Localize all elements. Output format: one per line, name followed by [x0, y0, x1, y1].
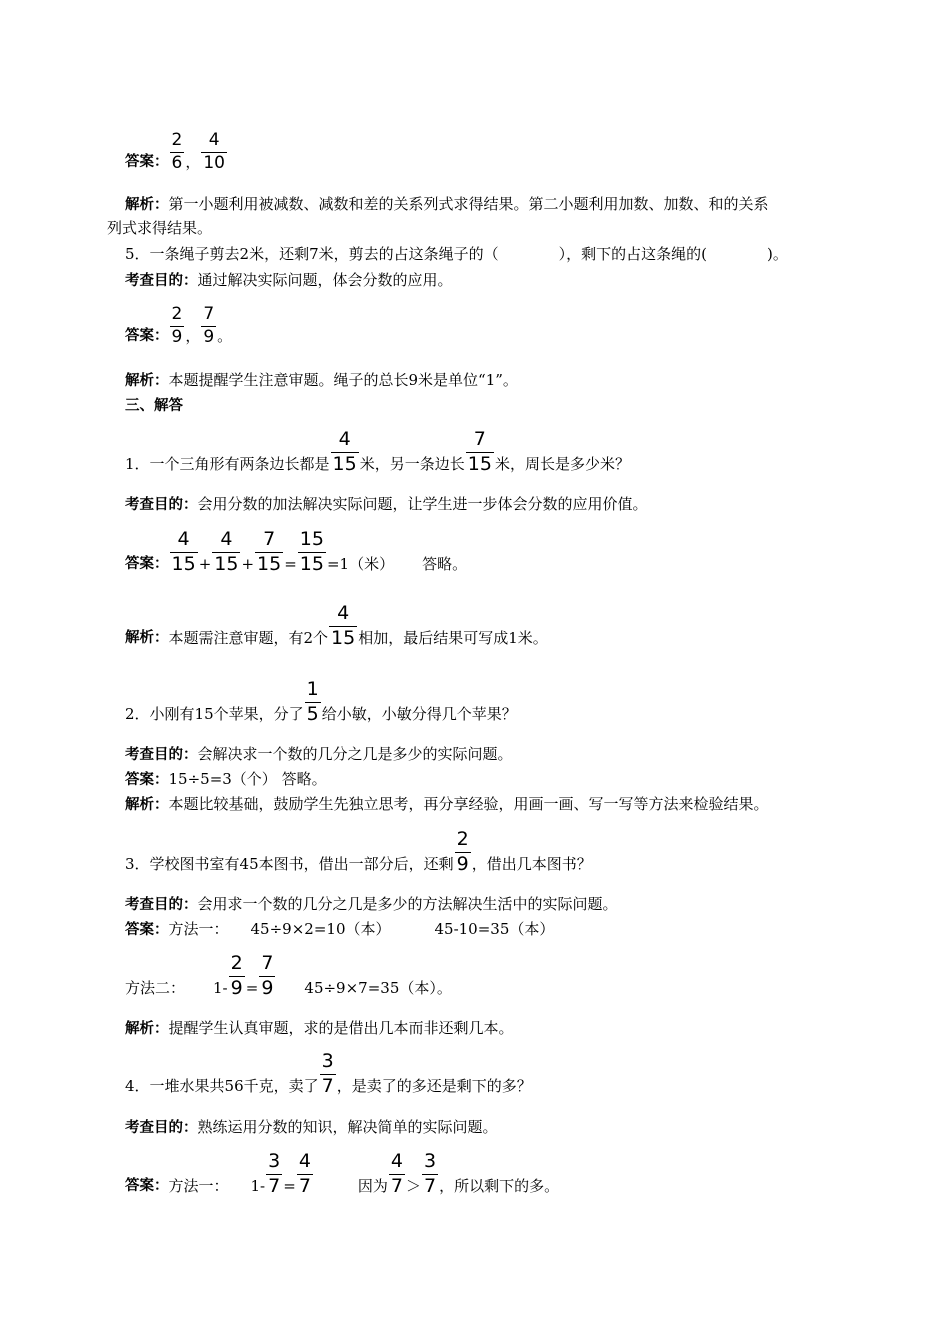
p3-purpose: 考查目的：会用求一个数的几分之几是多少的方法解决生活中的实际问题。: [125, 895, 618, 913]
fraction: $\frac{4}{15}$: [171, 528, 196, 575]
q5-analysis: 解析：本题提醒学生注意审题。绳子的总长9米是单位“1”。: [125, 371, 518, 389]
p1-purpose: 考查目的：会用分数的加法解决实际问题，让学生进一步体会分数的应用价值。: [125, 495, 648, 513]
q4-analysis: 解析：第一小题利用被减数、减数和差的关系列式求得结果。第二小题利用加数、加数、和的关系: [125, 195, 769, 213]
p4-question: 4．一堆水果共56千克，卖了 $\frac{3}{7}$ ，是卖了的多还是剩下的多？: [125, 1050, 532, 1097]
fraction: $\frac{3}{7}$: [424, 1150, 437, 1197]
p1-analysis: 解析：本题需注意审题，有2个 $\frac{4}{15}$ 相加，最后结果可写成1米。: [125, 602, 548, 649]
fraction: $\frac{7}{15}$: [467, 428, 492, 475]
p4-answer: 答案：方法一： 1- $\frac{3}{7}$ = $\frac{4}{7}$ 因为 $\frac{4}{7}$ ＞ $\frac{3}{7}$ ，所以剩下的多。: [125, 1150, 560, 1197]
q4-answer: 答案： $\frac{2}{6}$ ， $\frac{4}{10}$: [125, 130, 225, 173]
fraction: $\frac{4}{15}$: [331, 602, 356, 649]
p1-question: 1．一个三角形有两条边长都是 $\frac{4}{15}$ 米，另一条边长 $\frac{7}{15}$ 米，周长是多少米？: [125, 428, 630, 475]
purpose-label: 考查目的：: [125, 273, 198, 289]
p4-purpose: 考查目的：熟练运用分数的知识，解决简单的实际问题。: [125, 1118, 498, 1136]
analysis-label: 解析：: [125, 197, 169, 213]
p1-answer: 答案： $\frac{4}{15}$ + $\frac{4}{15}$ + $\frac{7}{15}$ = $\frac{15}{15}$ =1（米） 答略。: [125, 528, 468, 575]
p2-answer: 答案：15÷5=3（个） 答略。: [125, 770, 327, 788]
fraction: $\frac{2}{6}$: [171, 130, 183, 173]
q5-question: 5．一条绳子剪去2米，还剩7米，剪去的占这条绳子的（ ），剩下的占这条绳的( )。: [125, 245, 788, 263]
fraction: $\frac{4}{7}$: [390, 1150, 404, 1197]
p2-analysis: 解析：本题比较基础，鼓励学生先独立思考，再分享经验，用画一画、写一写等方法来检验结果。: [125, 795, 769, 813]
fraction: $\frac{7}{15}$: [257, 528, 282, 575]
fraction: $\frac{3}{7}$: [268, 1150, 281, 1197]
p3-question: 3．学校图书室有45本图书，借出一部分后，还剩 $\frac{2}{9}$ ，借出几本图书？: [125, 828, 592, 875]
section-title: 三、解答: [125, 398, 183, 414]
fraction: $\frac{3}{7}$: [321, 1050, 334, 1097]
q5-purpose: 考查目的：通过解决实际问题，体会分数的应用。: [125, 271, 453, 289]
p3-answer-method1: 答案：方法一： 45÷9×2=10（本） 45-10=35（本）: [125, 920, 555, 938]
fraction: $\frac{7}{9}$: [203, 304, 215, 347]
fraction: $\frac{2}{9}$: [171, 304, 183, 347]
answer-label: 答案：: [125, 154, 169, 170]
p2-purpose: 考查目的：会解决求一个数的几分之几是多少的实际问题。: [125, 745, 513, 763]
fraction: $\frac{4}{7}$: [298, 1150, 311, 1197]
fraction: $\frac{2}{9}$: [456, 828, 469, 875]
fraction: $\frac{4}{15}$: [214, 528, 239, 575]
fraction: $\frac{4}{10}$: [203, 130, 225, 173]
q5-answer: 答案： $\frac{2}{9}$ ， $\frac{7}{9}$ 。: [125, 304, 233, 347]
p3-analysis: 解析：提醒学生认真审题，求的是借出几本而非还剩几本。: [125, 1019, 514, 1037]
fraction: $\frac{2}{9}$: [230, 952, 243, 999]
p2-question: 2．小刚有15个苹果，分了 $\frac{1}{5}$ 给小敏，小敏分得几个苹果？: [125, 678, 517, 725]
fraction: $\frac{7}{9}$: [261, 952, 274, 999]
q4-analysis-cont: 列式求得结果。: [107, 219, 213, 237]
fraction: $\frac{4}{15}$: [332, 428, 357, 475]
fraction: $\frac{15}{15}$: [299, 528, 324, 575]
p3-answer-method2: 方法二： 1- $\frac{2}{9}$ = $\frac{7}{9}$ 45÷9×7=35（本）。: [125, 952, 452, 999]
fraction: $\frac{1}{5}$: [306, 678, 319, 725]
